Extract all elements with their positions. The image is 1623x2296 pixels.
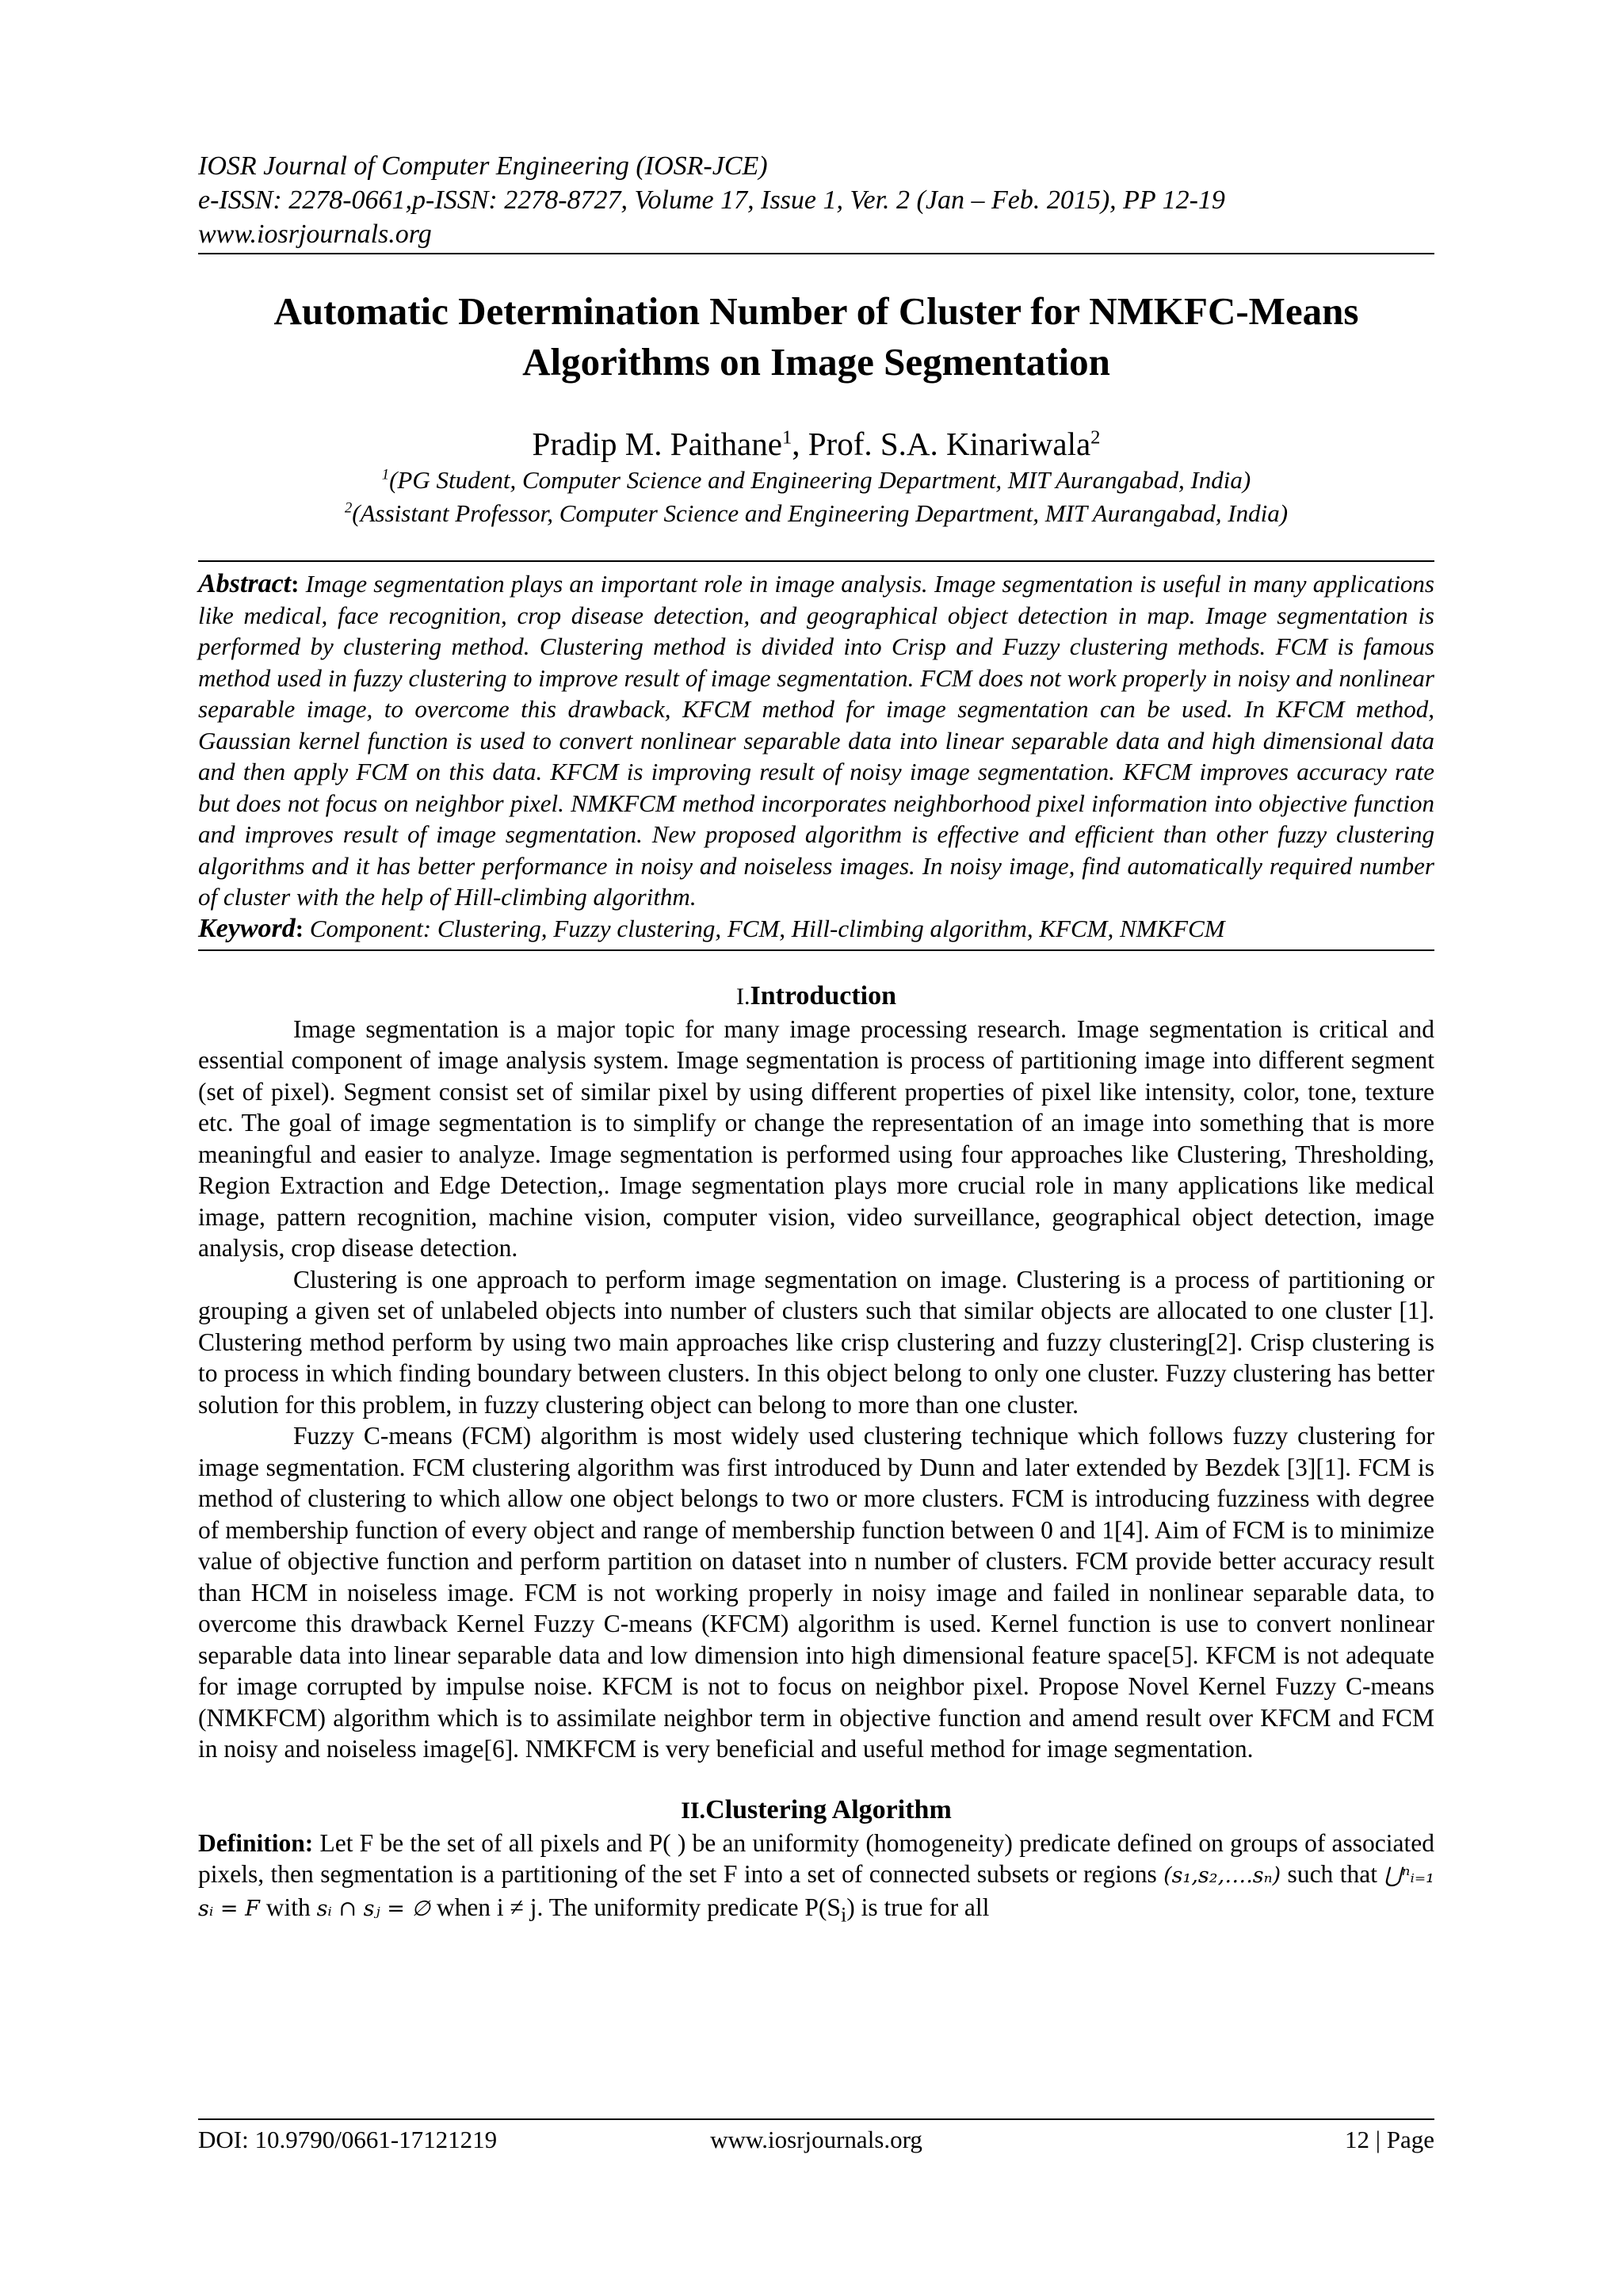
author-list <box>198 424 1434 464</box>
intro-paragraph-2: Clustering is one approach to perform image segmentation on image. Clustering is a process of partitioning or grouping a given set of unlabeled objects into number of clusters such that similar objects are allocated to one cluster [1]. Clustering method perform by using two main approaches like crisp clustering and fuzzy clustering[2]. Crisp clustering is to process in which finding boundary between clusters. In this object belong to only one cluster. Fuzzy clustering has better solution for this problem, in fuzzy clustering object can belong to more than one cluster. <box>198 1265 1434 1419</box>
footer-page-number: 12 | Page <box>1345 2126 1434 2153</box>
keywords <box>198 913 1434 945</box>
section-2-heading <box>198 1794 1434 1828</box>
definition-text-4: when i ≠ j. The uniformity predicate P(S <box>430 1893 841 1921</box>
affiliation-1-text: (PG Student, Computer Science and Engineering Department, MIT Aurangabad, India) <box>389 466 1251 494</box>
journal-name: IOSR Journal of Computer Engineering (IOSR-JCE) <box>198 151 768 181</box>
affiliation-1-mark: 1 <box>381 466 390 483</box>
definition-paragraph <box>198 1828 1434 1931</box>
author-2-affil-mark: 2 <box>1090 426 1101 449</box>
abstract-colon: : <box>291 570 306 598</box>
affiliation-1 <box>198 464 1434 497</box>
keyword-text: Component: Clustering, Fuzzy clustering, FCM, Hill-climbing algorithm, KFCM, NMKFCM <box>309 914 1225 942</box>
abstract <box>198 568 1434 913</box>
abstract-label: Abstract <box>198 569 292 598</box>
title-line-2: Algorithms on Image Segmentation <box>522 340 1110 384</box>
math-set: (s₁,s₂,….sₙ) <box>1163 1863 1281 1888</box>
paper-title <box>198 286 1434 388</box>
math-intersection: sᵢ ∩ sⱼ = ∅ <box>316 1896 430 1921</box>
journal-website[interactable]: www.iosrjournals.org <box>198 220 432 249</box>
header-rule <box>198 253 1434 254</box>
footer-website[interactable]: www.iosrjournals.org <box>710 2126 922 2153</box>
definition-label: Definition: <box>198 1828 314 1857</box>
author-separator: , <box>792 426 808 462</box>
section-1-title: Introduction <box>750 980 897 1010</box>
definition-text-1: Let F be the set of all pixels and P( ) be an uniformity (homogeneity) predicate defined on groups of associated pixels, then segmentation is a partitioning of the set F into a set of connected subsets or regions <box>198 1828 1434 1888</box>
section-1-heading <box>198 980 1434 1014</box>
definition-text-3: with <box>259 1893 317 1921</box>
footer-rule <box>198 2118 1434 2120</box>
affiliation-2 <box>198 497 1434 530</box>
definition-text-5: ) is true for all <box>846 1893 990 1921</box>
definition-text-2: such that <box>1281 1860 1384 1888</box>
author-2: Prof. S.A. Kinariwala <box>808 426 1091 462</box>
journal-header <box>198 149 1434 251</box>
paper-page <box>198 149 1434 1930</box>
affiliation-2-text: (Assistant Professor, Computer Science and Engineering Department, MIT Aurangabad, India) <box>352 499 1289 527</box>
author-1: Pradip M. Paithane <box>532 426 782 462</box>
footer-doi: DOI: 10.9790/0661-17121219 <box>198 2126 498 2153</box>
abstract-text: Image segmentation plays an important role in image analysis. Image segmentation is useful in many applications like medical, face recognition, crop disease detection, and geographical object detection in map. Image segmentation is performed by clustering method. Clustering method is divided into Crisp and Fuzzy clustering methods. FCM is famous method used in fuzzy clustering to improve result of image segmentation. FCM does not work properly in noisy and nonlinear separable image, to overcome this drawback, KFCM method for image segmentation can be used. In KFCM method, Gaussian kernel function is used to convert nonlinear separable data into linear separable data and high dimensional data and then apply FCM on this data. KFCM is improving result of noisy image segmentation. KFCM improves accuracy rate but does not focus on neighbor pixel. NMKFCM method incorporates neighborhood pixel information into objective function and improves result of image segmentation. New proposed algorithm is effective and efficient than other fuzzy clustering algorithms and it has better performance in noisy and noiseless images. In noisy image, find automatically required number of cluster with the help of Hill-climbing algorithm. <box>198 570 1434 911</box>
keyword-label: Keyword <box>198 913 296 943</box>
abstract-box <box>198 560 1434 951</box>
definition-subscript: i <box>840 1902 847 1926</box>
journal-issn: e-ISSN: 2278-0661,p-ISSN: 2278-8727, Volume 17, Issue 1, Ver. 2 (Jan – Feb. 2015), PP 12-19 <box>198 185 1225 215</box>
section-2-number: II. <box>681 1797 706 1824</box>
affiliation-2-mark: 2 <box>344 499 353 517</box>
section-2-title: Clustering Algorithm <box>705 1794 952 1824</box>
intro-paragraph-3: Fuzzy C-means (FCM) algorithm is most widely used clustering technique which follows fuzzy clustering for image segmentation. FCM clustering algorithm was first introduced by Dunn and later extended by Bezdek [3][1]. FCM is method of clustering to which allow one object belongs to two or more clusters. FCM is introducing fuzziness with degree of membership function of every object and range of membership function between 0 and 1[4]. Aim of FCM is to minimize value of objective function and perform partition on dataset into n number of clusters. FCM provide better accuracy result than HCM in noiseless image. FCM is not working properly in noisy image and failed in nonlinear separable data, to overcome this drawback Kernel Fuzzy C-means (KFCM) algorithm is used. Kernel function is use to convert nonlinear separable data into linear separable data and low dimension into high dimensional feature space[5]. KFCM is not adequate for image corrupted by impulse noise. KFCM is not to focus on neighbor pixel. Propose Novel Kernel Fuzzy C-means (NMKFCM) algorithm which is to assimilate neighbor term in objective function and amend result over KFCM and FCM in noisy and noiseless image[6]. NMKFCM is very beneficial and useful method for image segmentation. <box>198 1422 1434 1763</box>
title-line-1: Automatic Determination Number of Cluster for NMKFC-Means <box>273 289 1359 333</box>
math-union: ⋃ⁿᵢ₌₁ sᵢ = F <box>198 1863 1434 1921</box>
author-1-affil-mark: 1 <box>781 426 792 449</box>
section-1-number: I. <box>735 983 750 1010</box>
keyword-colon: : <box>295 914 310 942</box>
intro-paragraph-1: Image segmentation is a major topic for many image processing research. Image segmentation is critical and essential component of image analysis system. Image segmentation is process of partitioning image into different segment (set of pixel). Segment consist set of similar pixel by using different properties of pixel like intensity, color, tone, texture etc. The goal of image segmentation is to simplify or change the representation of an image into something that is more meaningful and easier to analyze. Image segmentation is performed using four approaches like Clustering, Thresholding, Region Extraction and Edge Detection,. Image segmentation plays more crucial role in many applications like medical image, pattern recognition, machine vision, computer vision, video surveillance, geographical object detection, image analysis, crop disease detection. <box>198 1014 1434 1262</box>
